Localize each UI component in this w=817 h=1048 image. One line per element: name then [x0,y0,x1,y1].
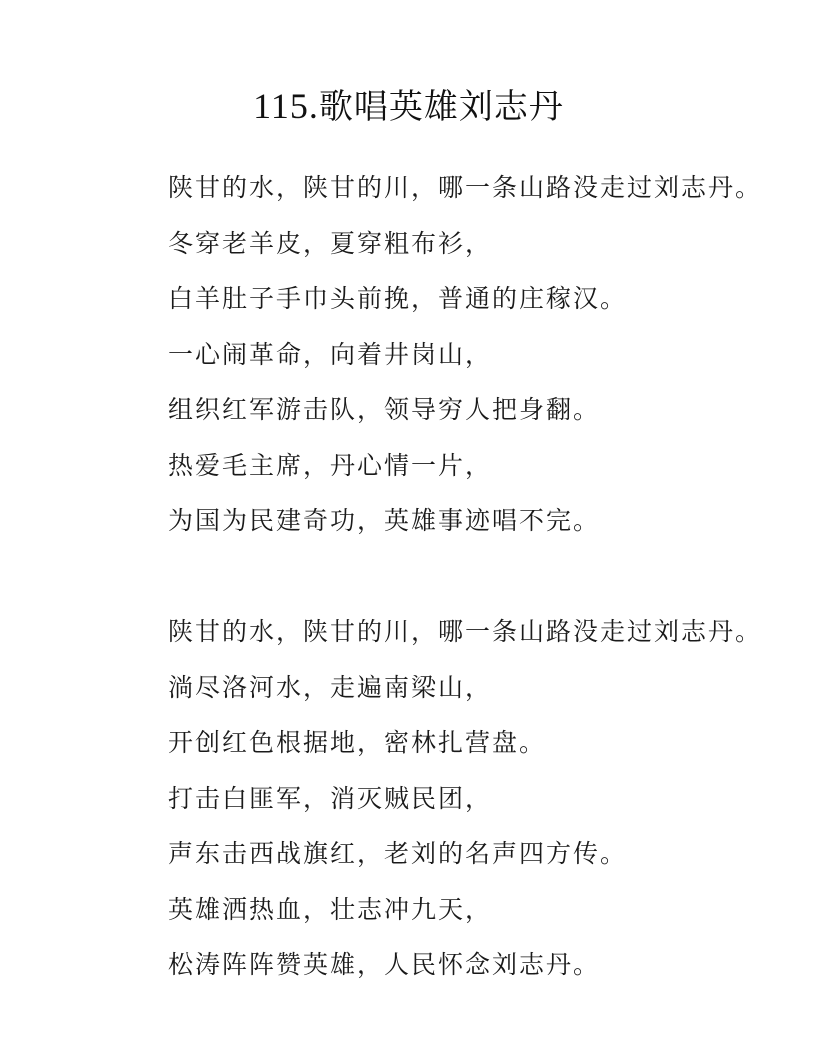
lyric-line: 淌尽洛河水，走遍南梁山， [168,672,493,702]
lyric-line: 一心闹革命，向着井岗山， [168,339,493,369]
lyric-line: 陕甘的水，陕甘的川，哪一条山路没走过刘志丹。 [168,173,763,202]
lyric-line: 声东击西战旗红，老刘的名声四方传。 [168,839,628,868]
lyric-line: 冬穿老羊皮，夏穿粗布衫， [168,228,493,258]
lyric-line: 松涛阵阵赞英雄，人民怀念刘志丹。 [168,950,601,979]
lyric-line: 英雄洒热血，壮志冲九天， [168,894,493,924]
lyric-line: 为国为民建奇功，英雄事迹唱不完。 [168,506,601,535]
lyric-line: 热爱毛主席，丹心情一片， [168,450,493,480]
song-title [0,84,817,129]
stanza-1 [168,168,777,557]
song-title-text: 歌唱英雄刘志丹 [318,87,564,127]
lyric-line: 陕甘的水，陕甘的川，哪一条山路没走过刘志丹。 [168,617,763,646]
lyric-line: 白羊肚子手巾头前挽，普通的庄稼汉。 [168,284,628,313]
lyric-line: 打击白匪军，消灭贼民团， [168,783,493,813]
lyric-line: 开创红色根据地，密林扎营盘。 [168,728,547,757]
lyric-line: 组织红军游击队，领导穷人把身翻。 [168,395,601,424]
song-number: 115. [253,86,319,126]
stanza-2 [168,612,777,1001]
